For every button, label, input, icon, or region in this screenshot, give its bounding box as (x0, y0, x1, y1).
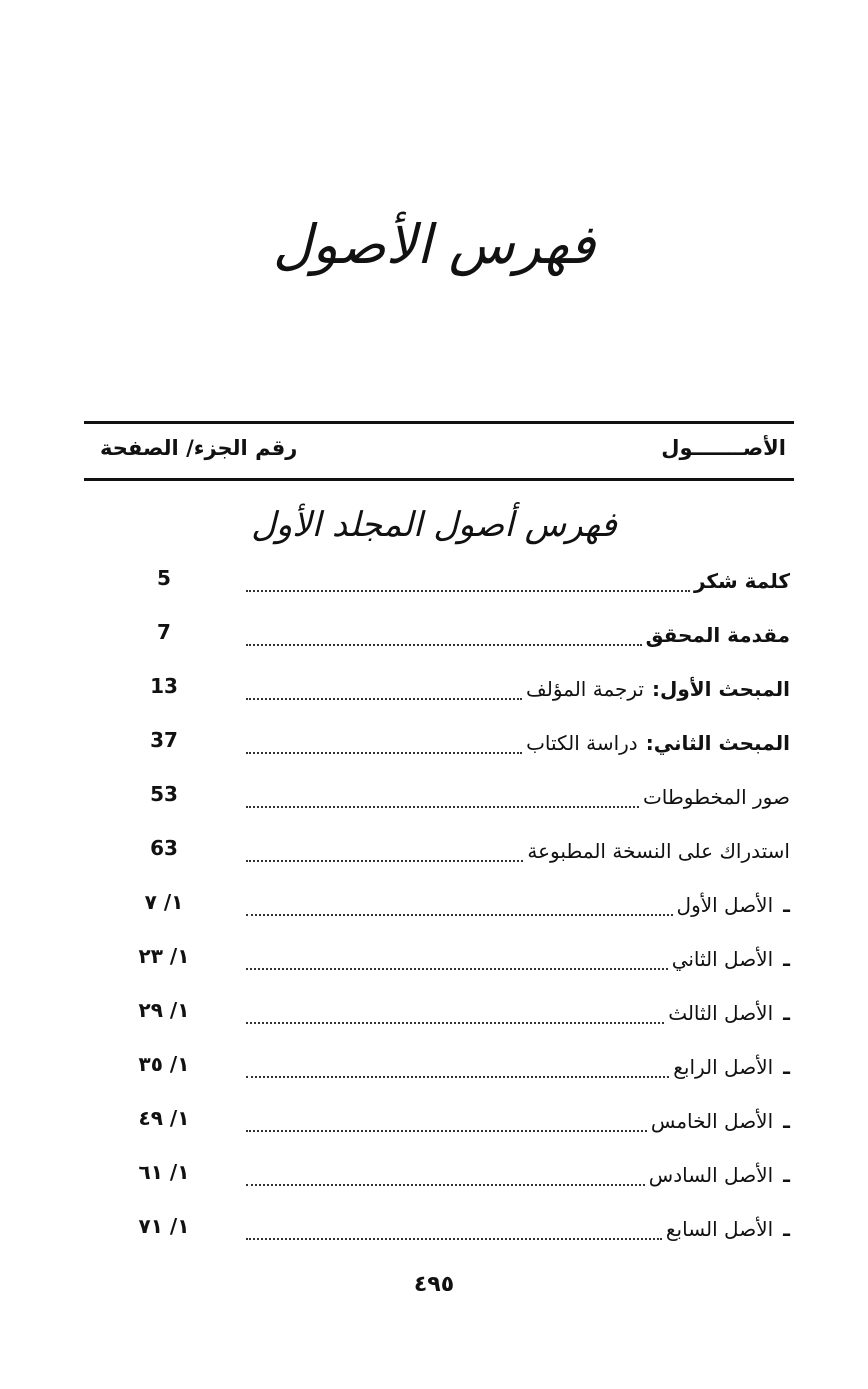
toc-entry (246, 612, 790, 652)
toc-row (84, 766, 794, 820)
dot-leader (246, 752, 522, 754)
dot-leader (246, 1022, 664, 1024)
toc-entry-text: الأصل الخامس (650, 1109, 774, 1133)
toc-row (84, 1036, 794, 1090)
header-column-main: الأصـــــــول (661, 436, 786, 460)
dot-leader (246, 968, 668, 970)
dot-leader (246, 698, 522, 700)
dash-mark: ـ (783, 1001, 790, 1025)
toc-page-ref: 63 (150, 836, 178, 860)
header-bottom-rule (84, 478, 794, 481)
toc-row (84, 1198, 794, 1252)
toc-page-ref: ١/ ٧١ (138, 1214, 190, 1238)
toc-entry (246, 1206, 790, 1246)
dot-leader (246, 1076, 669, 1078)
toc-page-ref: ١/ ٣٥ (138, 1052, 190, 1076)
toc-entry (246, 720, 790, 760)
toc-entry-text: استدراك على النسخة المطبوعة (527, 839, 790, 863)
toc-entry (246, 1044, 790, 1084)
toc-page-ref: 5 (157, 566, 171, 590)
dot-leader (246, 590, 690, 592)
toc-entry (246, 936, 790, 976)
toc-page-ref: 53 (150, 782, 178, 806)
toc-entry-label: المبحث الأول: (651, 677, 790, 701)
toc-page-ref: ١/ ٢٩ (138, 998, 190, 1022)
toc-entry-text: الأصل السابع (665, 1217, 774, 1241)
toc-row (84, 820, 794, 874)
toc-entry (246, 774, 790, 814)
toc-entry-text: صور المخطوطات (642, 785, 790, 809)
toc-entry (246, 558, 790, 598)
toc-entry-text: ترجمة المؤلف (526, 677, 644, 701)
header-column-page: رقم الجزء/ الصفحة (100, 436, 298, 460)
index-title: فهرس الأصول (272, 213, 596, 276)
dot-leader (246, 644, 642, 646)
toc-page-ref: ١/ ٧ (144, 890, 184, 914)
toc-page-ref: ١/ ٤٩ (138, 1106, 190, 1130)
header-top-rule (84, 421, 794, 424)
dot-leader (246, 860, 523, 862)
dash-mark: ـ (783, 1163, 790, 1187)
dot-leader (246, 914, 673, 916)
toc-entry-text: كلمة شكر (693, 569, 790, 593)
toc-row (84, 982, 794, 1036)
dot-leader (246, 806, 639, 808)
toc-entry-label: المبحث الثاني: (645, 731, 790, 755)
dash-mark: ـ (783, 1055, 790, 1079)
toc-row (84, 928, 794, 982)
toc-entry (246, 1152, 790, 1192)
toc-row (84, 604, 794, 658)
toc-entry-text: الأصل الثالث (668, 1001, 774, 1025)
dot-leader (246, 1238, 662, 1240)
toc-page-ref: 7 (157, 620, 171, 644)
toc-entry-text: دراسة الكتاب (526, 731, 638, 755)
toc-entry-text: الأصل الأول (676, 893, 774, 917)
toc-row (84, 1144, 794, 1198)
dot-leader (246, 1184, 645, 1186)
dot-leader (246, 1130, 647, 1132)
toc-page-ref: 37 (150, 728, 178, 752)
toc-entry-text: الأصل الرابع (673, 1055, 774, 1079)
toc-row (84, 1090, 794, 1144)
toc-entry (246, 882, 790, 922)
toc-page-ref: ١/ ٦١ (138, 1160, 190, 1184)
dash-mark: ـ (783, 893, 790, 917)
dash-mark: ـ (783, 1217, 790, 1241)
toc-row (84, 658, 794, 712)
toc-row (84, 874, 794, 928)
toc-entry (246, 828, 790, 868)
toc-entry-text: الأصل الثاني (671, 947, 774, 971)
dash-mark: ـ (783, 1109, 790, 1133)
toc-entry (246, 990, 790, 1030)
toc-page-ref: 13 (150, 674, 178, 698)
toc-page-ref: ١/ ٢٣ (138, 944, 190, 968)
toc-entry-text: مقدمة المحقق (645, 623, 790, 647)
page-number: ٤٩٥ (413, 1272, 455, 1297)
dash-mark: ـ (783, 947, 790, 971)
section-title: فهرس أصول المجلد الأول (251, 505, 617, 545)
toc-entry-text: الأصل السادس (648, 1163, 774, 1187)
toc-row (84, 550, 794, 604)
toc-list (84, 550, 794, 1252)
toc-entry (246, 1098, 790, 1138)
toc-row (84, 712, 794, 766)
toc-entry (246, 666, 790, 706)
